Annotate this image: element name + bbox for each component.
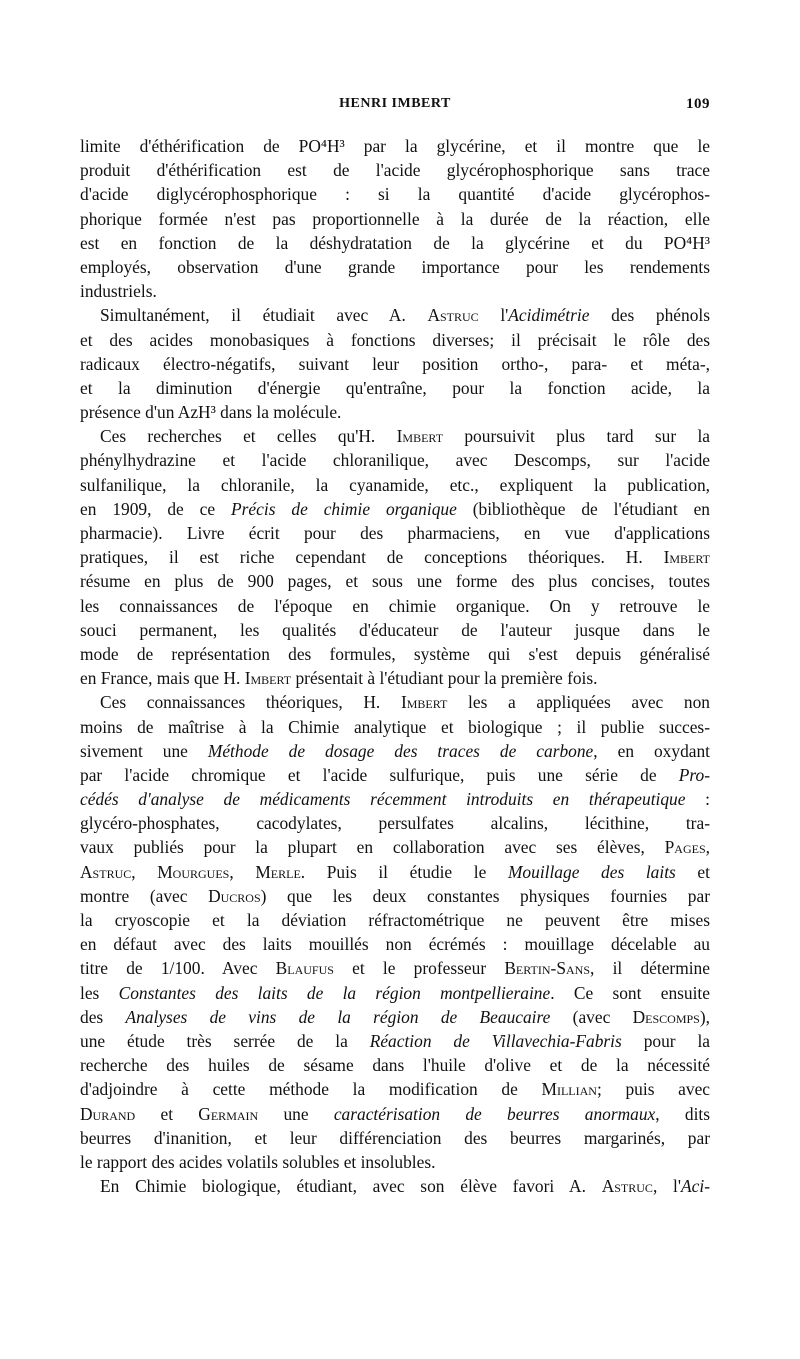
text-segment: une étude très serrée de la bbox=[80, 1030, 370, 1051]
text-segment: et bbox=[135, 1103, 199, 1124]
italic-title: Analyses de vins de la région de Beaucaire bbox=[125, 1006, 551, 1027]
text-line bbox=[80, 787, 710, 811]
italic-title: caractérisation de beurres anormaux bbox=[333, 1103, 656, 1124]
text-line bbox=[80, 666, 710, 690]
author-name: Imbert bbox=[244, 668, 292, 689]
text-line bbox=[80, 303, 710, 327]
text-segment: : bbox=[685, 789, 710, 810]
author-name: Imbert bbox=[663, 547, 710, 568]
text-line bbox=[80, 860, 710, 884]
text-line: la cryoscopie et la déviation réfractométrique ne peuvent être mises bbox=[80, 910, 710, 930]
text-line: glycéro-phosphates, cacodylates, persulfates alcalins, lécithine, tra- bbox=[80, 813, 710, 834]
text-line: les connaissances de l'époque en chimie organique. On y retrouve le bbox=[80, 595, 710, 616]
italic-title: Précis de chimie organique bbox=[231, 498, 457, 519]
italic-title: cédés d'analyse de médicaments récemment introduits en thérapeutique bbox=[80, 789, 686, 810]
text-segment: les bbox=[80, 982, 119, 1003]
author-name: Bertin-Sans bbox=[504, 958, 591, 979]
italic-title: Réaction de Villavechia-Fabris bbox=[369, 1030, 622, 1051]
text-line bbox=[80, 424, 710, 448]
text-segment: pratiques, il est riche cependant de conceptions théoriques. H. bbox=[80, 547, 664, 568]
text-line: et des acides monobasiques à fonctions diverses; il précisait le rôle des bbox=[80, 329, 710, 350]
text-segment: Ces recherches et celles qu'H. bbox=[100, 426, 397, 447]
text-line: industriels. bbox=[80, 281, 157, 302]
text-segment: poursuivit plus tard sur la bbox=[443, 426, 710, 447]
text-line bbox=[80, 545, 710, 569]
text-segment: en 1909, de ce bbox=[80, 498, 232, 519]
italic-title: Méthode de dosage des traces de carbone bbox=[207, 740, 594, 761]
text-segment: des phénols bbox=[589, 305, 710, 326]
page-number: 109 bbox=[686, 96, 710, 112]
text-segment: titre de 1/100. Avec bbox=[80, 958, 276, 979]
italic-title: Acidimétrie bbox=[508, 305, 590, 326]
text-segment: montre (avec bbox=[80, 885, 209, 906]
text-segment: ), bbox=[699, 1006, 710, 1027]
author-name: Pages bbox=[664, 837, 706, 858]
text-segment: ; puis avec bbox=[596, 1079, 711, 1100]
author-name: Blaufus bbox=[275, 958, 334, 979]
text-line: et la diminution d'énergie qu'entraîne, pour la fonction acide, la bbox=[80, 377, 710, 398]
text-segment: les a appliquées avec non bbox=[447, 692, 710, 713]
text-line bbox=[80, 835, 710, 859]
text-line bbox=[80, 981, 710, 1005]
text-segment: et bbox=[675, 861, 710, 882]
text-line bbox=[80, 497, 710, 521]
text-line: en défaut avec des laits mouillés non écrémés : mouillage décelable au bbox=[80, 934, 710, 955]
text-segment: pour la bbox=[621, 1030, 711, 1051]
text-segment: , il détermine bbox=[590, 958, 710, 979]
text-segment: l' bbox=[478, 305, 509, 326]
italic-title: Mouillage des laits bbox=[507, 861, 676, 882]
text-segment: , bbox=[229, 861, 256, 882]
text-line: recherche des huiles de sésame dans l'huile d'olive et de la nécessité bbox=[80, 1055, 710, 1076]
text-line: souci permanent, les qualités d'éducateur de l'auteur jusque dans le bbox=[80, 619, 710, 640]
author-name: Imbert bbox=[400, 692, 448, 713]
text-segment: ) que les deux constantes physiques fournies par bbox=[260, 885, 710, 906]
text-line: mode de représentation des formules, système qui s'est depuis généralisé bbox=[80, 643, 710, 664]
text-segment: , en oxydant bbox=[593, 740, 711, 761]
text-segment: et le professeur bbox=[333, 958, 505, 979]
author-name: Millian bbox=[541, 1079, 597, 1100]
running-header bbox=[80, 96, 710, 118]
text-line bbox=[80, 763, 710, 787]
text-segment: Simultanément, il étudiait avec A. bbox=[100, 305, 428, 326]
author-name: Descomps bbox=[632, 1006, 700, 1027]
italic-title: Aci- bbox=[681, 1176, 710, 1197]
author-name: Durand bbox=[80, 1103, 136, 1124]
text-line bbox=[80, 1174, 710, 1198]
text-segment: Ces connaissances théoriques, H. bbox=[100, 692, 401, 713]
text-segment: une bbox=[258, 1103, 334, 1124]
text-line bbox=[80, 1102, 710, 1126]
author-name: Mourgues bbox=[157, 861, 230, 882]
text-line: phorique formée n'est pas proportionnelle à la durée de la réaction, elle bbox=[80, 208, 710, 229]
author-name: Germain bbox=[198, 1103, 259, 1124]
text-line: pharmacie). Livre écrit pour des pharmaciens, en vue d'applications bbox=[80, 523, 710, 543]
text-line: le rapport des acides volatils solubles et insolubles. bbox=[80, 1151, 436, 1172]
text-line: limite d'éthérification de PO⁴H³ par la glycérine, et il montre que le bbox=[80, 136, 710, 156]
author-name: Ducros bbox=[208, 885, 261, 906]
text-line bbox=[80, 739, 710, 763]
text-line: moins de maîtrise à la Chimie analytique et biologique ; il publie succes- bbox=[80, 716, 710, 737]
author-name: Astruc bbox=[427, 305, 479, 326]
text-segment: . Ce sont ensuite bbox=[550, 982, 710, 1003]
text-segment: présentait à l'étudiant pour la première fois. bbox=[291, 668, 598, 689]
author-name: Astruc bbox=[80, 861, 132, 882]
text-line: employés, observation d'une grande importance pour les rendements bbox=[80, 256, 710, 277]
text-segment: d'adjoindre à cette méthode la modification de bbox=[80, 1079, 542, 1100]
text-segment: des bbox=[80, 1006, 126, 1027]
text-segment: , bbox=[131, 861, 158, 882]
text-line: est en fonction de la déshydratation de la glycérine et du PO⁴H³ bbox=[80, 232, 710, 253]
italic-title: Constantes des laits de la région montpellieraine bbox=[118, 982, 551, 1003]
text-segment: En Chimie biologique, étudiant, avec son élève favori A. bbox=[100, 1176, 602, 1197]
text-line bbox=[80, 1077, 710, 1101]
text-line: présence d'un AzH³ dans la molécule. bbox=[80, 402, 342, 423]
text-segment: (bibliothèque de l'étudiant en bbox=[456, 498, 710, 519]
text-segment: vaux publiés pour la plupart en collaboration avec ses élèves, bbox=[80, 837, 665, 858]
text-segment: sivement une bbox=[80, 740, 208, 761]
text-segment: , bbox=[705, 837, 710, 858]
text-line bbox=[80, 956, 710, 980]
text-line: résume en plus de 900 pages, et sous une forme des plus concises, toutes bbox=[80, 571, 710, 592]
italic-title: Pro- bbox=[678, 764, 710, 785]
text-line bbox=[80, 884, 710, 908]
text-line bbox=[80, 1029, 710, 1053]
text-line: beurres d'inanition, et leur différenciation des beurres margarinés, par bbox=[80, 1127, 710, 1148]
text-line: phénylhydrazine et l'acide chloranilique, avec Descomps, sur l'acide bbox=[80, 450, 710, 471]
text-line bbox=[80, 690, 710, 714]
text-segment: par l'acide chromique et l'acide sulfurique, puis une série de bbox=[80, 764, 679, 785]
running-title: HENRI IMBERT bbox=[339, 96, 451, 111]
text-segment: en France, mais que H. bbox=[80, 668, 245, 689]
text-line: produit d'éthérification est de l'acide glycérophosphorique sans trace bbox=[80, 160, 710, 181]
text-segment: . Puis il étudie le bbox=[300, 861, 508, 882]
text-line: radicaux électro-négatifs, suivant leur position ortho-, para- et méta-, bbox=[80, 353, 710, 374]
text-segment: (avec bbox=[550, 1006, 633, 1027]
author-name: Astruc bbox=[601, 1176, 653, 1197]
body-text bbox=[80, 134, 710, 1198]
text-segment: , dits bbox=[655, 1103, 711, 1124]
text-line bbox=[80, 1005, 710, 1029]
text-line: d'acide diglycérophosphorique : si la quantité d'acide glycérophos- bbox=[80, 184, 710, 205]
text-line: sulfanilique, la chloranile, la cyanamide, etc., expliquent la publication, bbox=[80, 474, 710, 495]
author-name: Merle bbox=[255, 861, 301, 882]
text-segment: , l' bbox=[652, 1176, 682, 1197]
author-name: Imbert bbox=[396, 426, 444, 447]
